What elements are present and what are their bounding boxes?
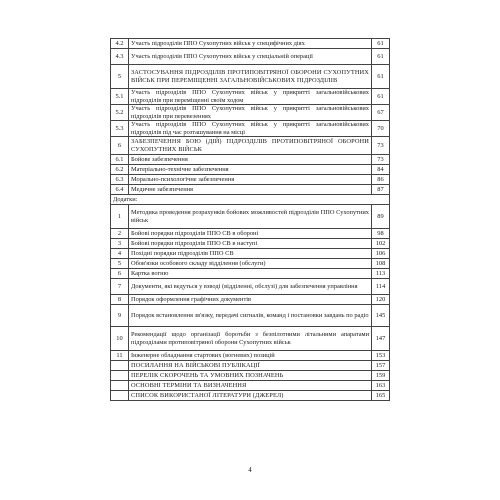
section-number: 5 — [111, 65, 129, 89]
toc-row — [111, 175, 390, 185]
page-ref: 113 — [372, 269, 390, 279]
page-ref: 106 — [372, 249, 390, 259]
page-ref: 163 — [372, 381, 390, 391]
appendix-row — [111, 229, 390, 239]
page-number: 4 — [248, 466, 252, 474]
page-ref: 98 — [372, 229, 390, 239]
table-of-contents — [110, 38, 390, 401]
section-title: Бойове забезпечення — [129, 155, 372, 165]
appendix-row — [111, 327, 390, 351]
appendix-number: 8 — [111, 295, 129, 305]
page-ref: 73 — [372, 137, 390, 155]
appendix-label: Додатки: — [111, 195, 390, 205]
toc-row — [111, 89, 390, 105]
page-ref: 86 — [372, 175, 390, 185]
section-number: 6.1 — [111, 155, 129, 165]
section-title: Участь підрозділів ППО Сухопутних військ у спеціальній операції — [129, 49, 372, 65]
closing-title: СПИСОК ВИКОРИСТАНОЇ ЛІТЕРАТУРИ (ДЖЕРЕЛ) — [129, 391, 372, 401]
page-ref: 157 — [372, 361, 390, 371]
appendix-row — [111, 305, 390, 327]
appendix-title: Інженерне обладнання стартових (вогневих) позицій — [129, 351, 372, 361]
toc-row — [111, 105, 390, 121]
page-ref: 84 — [372, 165, 390, 175]
appendix-row — [111, 295, 390, 305]
toc-row — [111, 165, 390, 175]
empty-number-cell — [111, 361, 129, 371]
page-ref: 165 — [372, 391, 390, 401]
section-number: 5.2 — [111, 105, 129, 121]
toc-row — [111, 137, 390, 155]
toc-row — [111, 39, 390, 49]
appendix-row — [111, 249, 390, 259]
appendix-number: 10 — [111, 327, 129, 351]
page-ref: 102 — [372, 239, 390, 249]
appendix-title: Обов'язки особового складу відділення (обслуги) — [129, 259, 372, 269]
section-number: 6.3 — [111, 175, 129, 185]
appendix-row — [111, 351, 390, 361]
closing-row — [111, 381, 390, 391]
appendix-number: 3 — [111, 239, 129, 249]
page-ref: 120 — [372, 295, 390, 305]
toc-row — [111, 65, 390, 89]
appendix-number: 5 — [111, 259, 129, 269]
toc-row — [111, 185, 390, 195]
appendix-row — [111, 259, 390, 269]
appendix-number: 9 — [111, 305, 129, 327]
page-ref: 73 — [372, 155, 390, 165]
page-ref: 70 — [372, 121, 390, 137]
appendix-title: Порядок встановлення зв'язку, передачі сигналів, команд і постановки завдань по радіо — [129, 305, 372, 327]
page-ref: 87 — [372, 185, 390, 195]
section-title: Медичне забезпечення — [129, 185, 372, 195]
page-ref: 147 — [372, 327, 390, 351]
section-title: Матеріально-технічне забезпечення — [129, 165, 372, 175]
empty-number-cell — [111, 371, 129, 381]
toc-row — [111, 121, 390, 137]
toc-row — [111, 155, 390, 165]
section-number: 4.3 — [111, 49, 129, 65]
appendix-title: Похідні порядки підрозділів ППО СВ — [129, 249, 372, 259]
closing-row — [111, 391, 390, 401]
appendix-title: Бойові порядки підрозділів ППО СВ в наступі — [129, 239, 372, 249]
page-ref: 61 — [372, 49, 390, 65]
appendix-title: Рекомендації щодо організації боротьби з безпілотними літальними апаратами підрозділами протиповітряної оборони Сухопутних військ — [129, 327, 372, 351]
section-title: Участь підрозділів ППО Сухопутних військ у прикритті загальновійськових підрозділів при перевезеннях — [129, 105, 372, 121]
closing-row — [111, 371, 390, 381]
section-title: ЗАБЕЗПЕЧЕННЯ БОЮ (ДІЙ) ПІДРОЗДІЛІВ ПРОТИПОВІТРЯНОЇ ОБОРОНИ СУХОПУТНИХ ВІЙСЬК — [129, 137, 372, 155]
appendix-title: Методика проведення розрахунків бойових можливостей підрозділів ППО Сухопутних військ — [129, 205, 372, 229]
appendix-number: 11 — [111, 351, 129, 361]
page-ref: 61 — [372, 65, 390, 89]
section-number: 6.2 — [111, 165, 129, 175]
appendix-title: Картка вогню — [129, 269, 372, 279]
section-number: 4.2 — [111, 39, 129, 49]
appendix-row — [111, 269, 390, 279]
appendix-number: 7 — [111, 279, 129, 295]
closing-row — [111, 361, 390, 371]
appendix-number: 2 — [111, 229, 129, 239]
closing-title: ПОСИЛАННЯ НА ВІЙСЬКОВІ ПУБЛІКАЦІЇ — [129, 361, 372, 371]
page-ref: 159 — [372, 371, 390, 381]
page-ref: 89 — [372, 205, 390, 229]
page-ref: 61 — [372, 39, 390, 49]
page-ref: 145 — [372, 305, 390, 327]
page-ref: 114 — [372, 279, 390, 295]
appendix-title: Порядок оформлення графічних документів — [129, 295, 372, 305]
section-title: Участь підрозділів ППО Сухопутних військ у прикритті загальновійськових підрозділів при переміщенні своїм ходом — [129, 89, 372, 105]
page-ref: 108 — [372, 259, 390, 269]
section-title: Участь підрозділів ППО Сухопутних військ у специфічних діях — [129, 39, 372, 49]
page-ref: 61 — [372, 89, 390, 105]
appendix-row — [111, 279, 390, 295]
appendix-header-row — [111, 195, 390, 205]
appendix-row — [111, 239, 390, 249]
page-ref: 67 — [372, 105, 390, 121]
appendix-number: 4 — [111, 249, 129, 259]
appendix-number: 1 — [111, 205, 129, 229]
page-ref: 153 — [372, 351, 390, 361]
closing-title: ОСНОВНІ ТЕРМІНИ ТА ВИЗНАЧЕННЯ — [129, 381, 372, 391]
section-number: 5.3 — [111, 121, 129, 137]
toc-row — [111, 49, 390, 65]
appendix-row — [111, 205, 390, 229]
section-title: ЗАСТОСУВАННЯ ПІДРОЗДІЛІВ ПРОТИПОВІТРЯНОЇ ОБОРОНИ СУХОПУТНИХ ВІЙСЬК ПРИ ПЕРЕМІЩЕННІ ЗАГАЛЬНОВІЙСЬКОВИХ ПІДРОЗДІЛІВ — [129, 65, 372, 89]
section-number: 6.4 — [111, 185, 129, 195]
section-title: Морально-психологічне забезпечення — [129, 175, 372, 185]
empty-number-cell — [111, 381, 129, 391]
appendix-number: 6 — [111, 269, 129, 279]
closing-title: ПЕРЕЛІК СКОРОЧЕНЬ ТА УМОВНИХ ПОЗНАЧЕНЬ — [129, 371, 372, 381]
section-title: Участь підрозділів ППО Сухопутних військ у прикритті загальновійськових підрозділів під час розташування на місці — [129, 121, 372, 137]
appendix-title: Бойові порядки підрозділів ППО СВ в обороні — [129, 229, 372, 239]
empty-number-cell — [111, 391, 129, 401]
section-number: 6 — [111, 137, 129, 155]
appendix-title: Документи, які ведуться у взводі (відділенні, обслузі) для забезпечення управління — [129, 279, 372, 295]
section-number: 5.1 — [111, 89, 129, 105]
